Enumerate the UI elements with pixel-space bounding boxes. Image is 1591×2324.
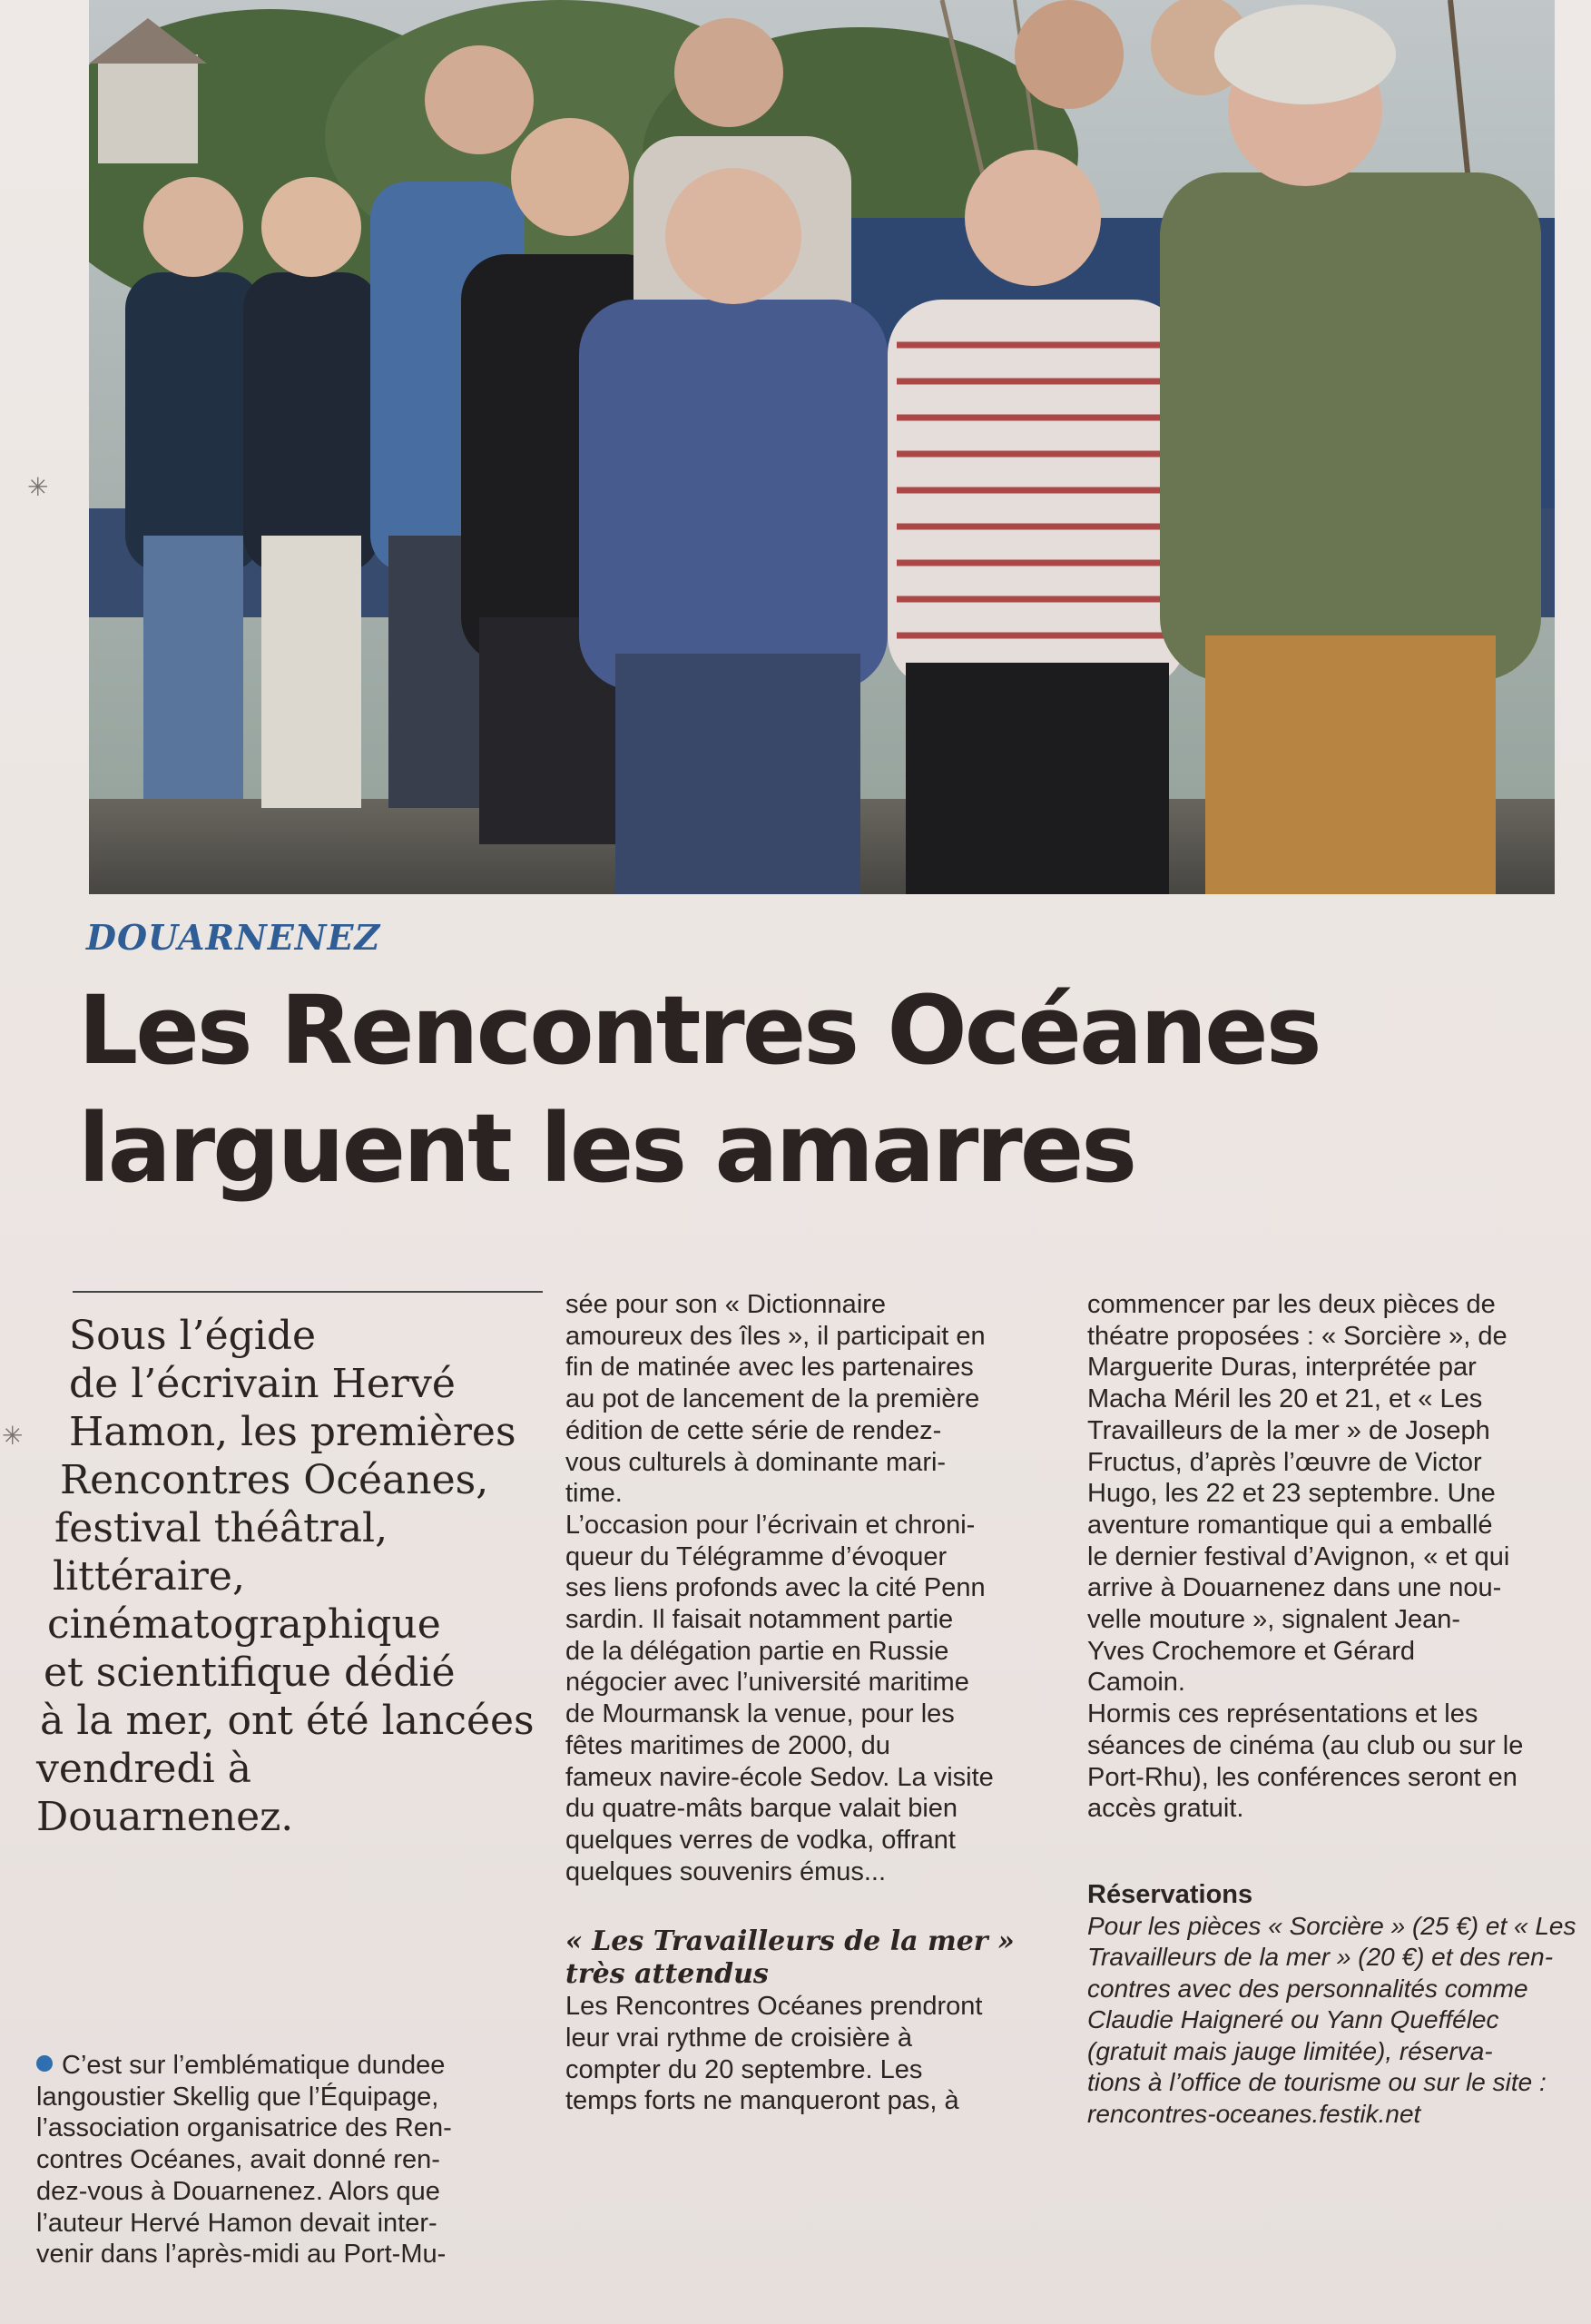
body-line: Hugo, les 22 et 23 septembre. Une (1087, 1479, 1496, 1509)
subhead: « Les Travailleurs de la mer » (565, 1925, 1015, 1958)
body-line: leur vrai rythme de croisière à (565, 2024, 912, 2053)
body-line: sardin. Il faisait notamment partie (565, 1605, 954, 1635)
body-line: Macha Méril les 20 et 21, et « Les (1087, 1384, 1483, 1414)
lede-line: vendredi à (36, 1746, 251, 1792)
reservations-line: Travailleurs de la mer » (20 €) et des ren- (1087, 1943, 1554, 1972)
lede-line: Sous l’égide (69, 1313, 317, 1359)
body-line: théatre proposées : « Sorcière », de (1087, 1321, 1508, 1351)
body-line: l’association organisatrice des Ren- (36, 2113, 452, 2143)
sparkle-icon: ✳ (27, 473, 49, 501)
body-line: time. (565, 1479, 623, 1509)
headline-line: Les Rencontres Océanes (78, 975, 1320, 1086)
lede-line: à la mer, ont été lancées (40, 1698, 535, 1744)
article-column-1 (36, 2050, 531, 2270)
headline-line: larguent les amarres (78, 1093, 1135, 1204)
body-line: dez-vous à Douarnenez. Alors que (36, 2176, 440, 2206)
body-line: quelques verres de vodka, offrant (565, 1825, 956, 1855)
body-line: fêtes maritimes de 2000, du (565, 1730, 890, 1760)
sparkle-icon: ✳ (2, 1422, 24, 1450)
lede-line: Hamon, les premières (69, 1409, 516, 1455)
bullet-icon (36, 2055, 53, 2072)
reservations-line: tions à l’office de tourisme ou sur le site : (1087, 2068, 1547, 2097)
body-line: de Mourmansk la venue, pour les (565, 1699, 955, 1729)
lede-line: de l’écrivain Hervé (69, 1361, 456, 1407)
body-line: commencer par les deux pièces de (1087, 1290, 1496, 1319)
body-line: de la délégation partie en Russie (565, 1636, 949, 1666)
body-line: Yves Crochemore et Gérard (1087, 1636, 1416, 1666)
lede-line: et scientifique dédié (44, 1649, 456, 1696)
body-line: Camoin. (1087, 1668, 1185, 1698)
body-line: édition de cette série de rendez- (565, 1415, 942, 1445)
body-line: L’occasion pour l’écrivain et chroni- (565, 1510, 976, 1540)
body-line: velle mouture », signalent Jean- (1087, 1605, 1461, 1635)
body-line: aventure romantique qui a emballé (1087, 1510, 1493, 1540)
body-line: du quatre-mâts barque valait bien (565, 1794, 958, 1824)
body-line: compter du 20 septembre. Les (565, 2054, 923, 2084)
body-line: temps forts ne manqueront pas, à (565, 2086, 959, 2116)
body-line: Marguerite Duras, interprétée par (1087, 1353, 1477, 1383)
body-line: fameux navire-école Sedov. La visite (565, 1762, 994, 1792)
lede-line: festival théâtral, (54, 1505, 388, 1551)
body-line: arrive à Douarnenez dans une nou- (1087, 1573, 1502, 1603)
body-line: venir dans l’après-midi au Port-Mu- (36, 2240, 447, 2270)
body-line: Port-Rhu), les conférences seront en (1087, 1762, 1517, 1792)
reservations-title: Réservations (1087, 1879, 1253, 1909)
article-headline (78, 971, 1548, 1207)
body-line: Travailleurs de la mer » de Joseph (1087, 1415, 1490, 1445)
body-line: ses liens profonds avec la cité Penn (565, 1573, 986, 1603)
body-line: C’est sur l’emblématique dundee (62, 2051, 446, 2080)
body-line: l’auteur Hervé Hamon devait inter- (36, 2208, 437, 2238)
lede-line: littéraire, (53, 1553, 245, 1600)
subhead: très attendus (565, 1958, 769, 1991)
body-line: Hormis ces représentations et les (1087, 1699, 1478, 1729)
body-line: le dernier festival d’Avignon, « et qui (1087, 1541, 1510, 1571)
reservations-line: Pour les pièces « Sorcière » (25 €) et « Les (1087, 1911, 1576, 1940)
lede-line: Rencontres Océanes, (60, 1457, 489, 1503)
article-column-3 (1087, 1289, 1576, 2130)
body-line: sée pour son « Dictionnaire (565, 1290, 887, 1319)
body-line: contres Océanes, avait donné ren- (36, 2145, 440, 2175)
body-line: fin de matinée avec les partenaires (565, 1353, 974, 1383)
body-line: séances de cinéma (au club ou sur le (1087, 1730, 1524, 1760)
reservations-line: Claudie Haigneré ou Yann Queffélec (1087, 2005, 1499, 2034)
body-line: au pot de lancement de la première (565, 1384, 980, 1414)
reservations-line: (gratuit mais jauge limitée), réserva- (1087, 2036, 1493, 2065)
lede-line: cinématographique (47, 1601, 441, 1648)
reservations-url[interactable]: rencontres-oceanes.festik.net (1087, 2099, 1421, 2128)
reservations-line: contres avec des personnalités comme (1087, 1974, 1528, 2003)
body-line: négocier avec l’université maritime (565, 1668, 969, 1698)
headline-divider (73, 1291, 543, 1293)
article-kicker: DOUARNENEZ (86, 917, 381, 958)
body-line: langoustier Skellig que l’Équipage, (36, 2082, 439, 2112)
body-line: vous culturels à dominante mari- (565, 1447, 947, 1477)
body-line: Les Rencontres Océanes prendront (565, 1992, 983, 2022)
article-column-2 (565, 1289, 1056, 2117)
body-line: accès gratuit. (1087, 1794, 1244, 1824)
body-line: amoureux des îles », il participait en (565, 1321, 986, 1351)
lede-line: Douarnenez. (36, 1794, 294, 1840)
body-line: queur du Télégramme d’évoquer (565, 1541, 948, 1571)
body-line: quelques souvenirs émus... (565, 1856, 887, 1886)
article-lede (36, 1312, 545, 1841)
group-photo (89, 0, 1555, 894)
body-line: Fructus, d’après l’œuvre de Victor (1087, 1447, 1482, 1477)
